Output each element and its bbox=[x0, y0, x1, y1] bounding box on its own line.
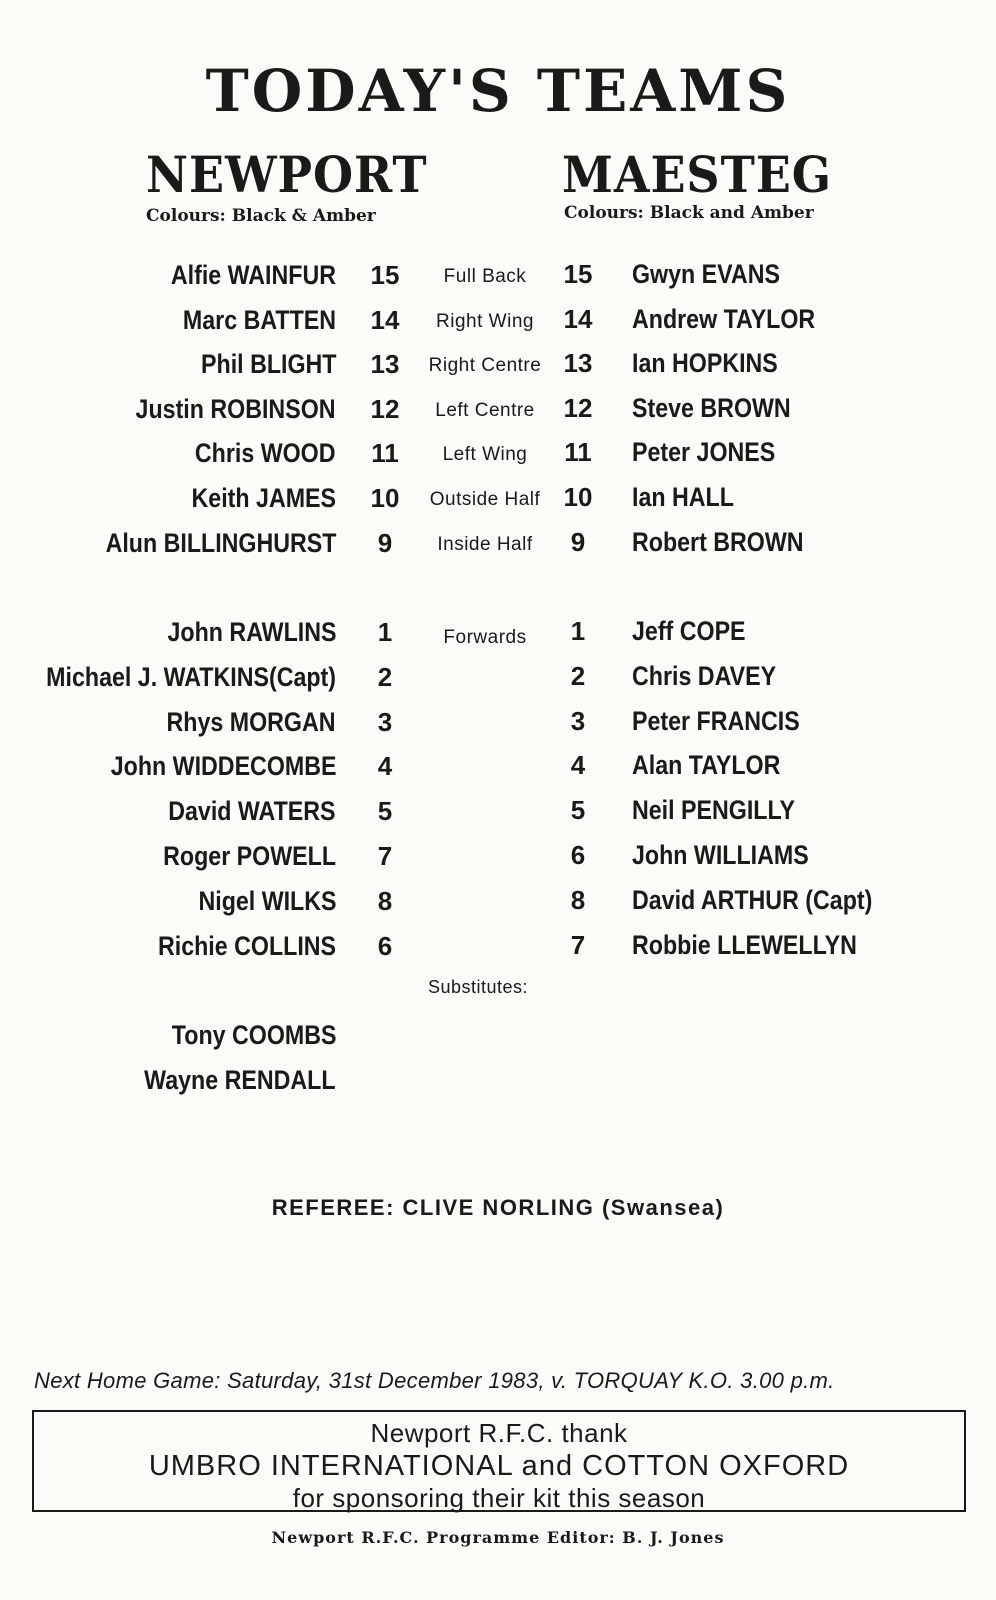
away-player-number: 6 bbox=[570, 840, 586, 870]
away-player-name: Alan TAYLOR bbox=[632, 750, 781, 781]
position-label: Left Wing bbox=[442, 444, 528, 466]
home-player-number: 11 bbox=[371, 438, 399, 469]
home-player-name: Keith JAMES bbox=[191, 483, 336, 513]
away-player-name: Steve BROWN bbox=[632, 392, 791, 423]
position-label: Right Centre bbox=[428, 355, 542, 377]
away-player-name: Peter JONES bbox=[632, 437, 776, 468]
sponsor-names: UMBRO INTERNATIONAL and COTTON OXFORD bbox=[148, 1450, 850, 1482]
away-player-name: Neil PENGILLY bbox=[632, 795, 796, 826]
home-player-name: Alfie WAINFUR bbox=[170, 260, 336, 290]
away-player-name: David ARTHUR (Capt) bbox=[632, 884, 873, 915]
home-player-number: 10 bbox=[370, 483, 400, 513]
sponsor-box bbox=[32, 1410, 966, 1512]
next-home-game: Next Home Game: Saturday, 31st December 1983, v. TORQUAY K.O. 3.00 p.m. bbox=[34, 1368, 835, 1393]
away-player-name: Gwyn EVANS bbox=[632, 259, 780, 289]
home-player-number: 12 bbox=[370, 393, 400, 424]
away-player-number: 11 bbox=[564, 437, 592, 468]
home-player-name: David WATERS bbox=[168, 796, 336, 827]
away-team-colours: Colours: Black and Amber bbox=[564, 203, 814, 223]
away-player-number: 2 bbox=[570, 660, 586, 691]
away-player-number: 3 bbox=[570, 705, 586, 736]
home-player-number: 5 bbox=[377, 796, 393, 827]
home-player-name: Michael J. WATKINS(Capt) bbox=[46, 661, 336, 692]
home-player-number: 2 bbox=[377, 661, 393, 692]
home-player-name: Roger POWELL bbox=[163, 841, 336, 871]
away-player-name: Andrew TAYLOR bbox=[632, 303, 816, 334]
away-player-number: 5 bbox=[570, 795, 586, 826]
away-player-name: Robert BROWN bbox=[632, 526, 804, 557]
home-player-name: Justin ROBINSON bbox=[136, 393, 336, 424]
sponsor-thanks: Newport R.F.C. thank bbox=[370, 1418, 628, 1448]
sponsor-note: for sponsoring their kit this season bbox=[292, 1483, 706, 1513]
home-player-name: Alun BILLINGHURST bbox=[105, 527, 336, 558]
home-player-number: 13 bbox=[370, 349, 400, 380]
home-player-number: 9 bbox=[377, 527, 393, 558]
away-player-number: 7 bbox=[570, 929, 586, 960]
substitute-name: Wayne RENDALL bbox=[144, 1065, 336, 1095]
home-player-number: 4 bbox=[377, 751, 393, 782]
position-label: Full Back bbox=[443, 266, 527, 287]
away-team-name: MAESTEG bbox=[562, 145, 832, 204]
away-player-name: Peter FRANCIS bbox=[632, 705, 800, 736]
substitute-name: Tony COOMBS bbox=[171, 1020, 336, 1050]
home-player-number: 7 bbox=[377, 841, 393, 871]
home-player-number: 14 bbox=[370, 304, 400, 335]
away-player-number: 4 bbox=[570, 750, 586, 781]
home-player-name: Chris WOOD bbox=[195, 438, 336, 469]
home-player-number: 3 bbox=[377, 706, 393, 737]
home-player-name: Rhys MORGAN bbox=[166, 706, 336, 737]
home-team-colours: Colours: Black & Amber bbox=[146, 206, 376, 226]
away-player-number: 15 bbox=[563, 259, 593, 289]
home-player-name: Phil BLIGHT bbox=[200, 349, 336, 380]
home-player-name: Richie COLLINS bbox=[157, 930, 336, 961]
away-player-name: Ian HOPKINS bbox=[632, 348, 778, 379]
forwards-label: Forwards bbox=[443, 627, 527, 648]
away-player-name: Chris DAVEY bbox=[632, 660, 777, 691]
away-player-name: John WILLIAMS bbox=[632, 840, 809, 870]
home-player-name: Nigel WILKS bbox=[197, 885, 336, 916]
home-player-number: 15 bbox=[370, 260, 400, 290]
home-player-number: 8 bbox=[377, 885, 393, 916]
position-label: Outside Half bbox=[429, 489, 541, 510]
away-player-number: 1 bbox=[570, 616, 586, 646]
page-title: TODAY'S TEAMS bbox=[205, 57, 791, 125]
position-label: Inside Half bbox=[437, 533, 533, 555]
referee-line: REFEREE: CLIVE NORLING (Swansea) bbox=[271, 1195, 725, 1220]
home-team-name: NEWPORT bbox=[146, 145, 428, 204]
away-player-number: 14 bbox=[563, 303, 593, 334]
away-player-name: Ian HALL bbox=[632, 482, 734, 512]
programme-editor: Newport R.F.C. Programme Editor: B. J. Jones bbox=[271, 1528, 725, 1547]
away-player-number: 13 bbox=[563, 348, 593, 379]
away-player-number: 8 bbox=[570, 884, 586, 915]
home-player-name: Marc BATTEN bbox=[182, 304, 336, 335]
substitutes-label: Substitutes: bbox=[427, 977, 529, 997]
away-player-number: 9 bbox=[570, 526, 586, 557]
away-player-number: 10 bbox=[563, 482, 593, 512]
home-player-name: John WIDDECOMBE bbox=[110, 751, 336, 782]
position-label: Right Wing bbox=[436, 310, 534, 332]
away-player-name: Robbie LLEWELLYN bbox=[632, 929, 857, 960]
position-label: Left Centre bbox=[435, 399, 535, 421]
away-player-number: 12 bbox=[563, 392, 593, 423]
home-player-number: 1 bbox=[377, 617, 393, 647]
home-player-name: John RAWLINS bbox=[167, 617, 336, 647]
home-player-number: 6 bbox=[377, 930, 393, 961]
away-player-name: Jeff COPE bbox=[632, 616, 746, 646]
